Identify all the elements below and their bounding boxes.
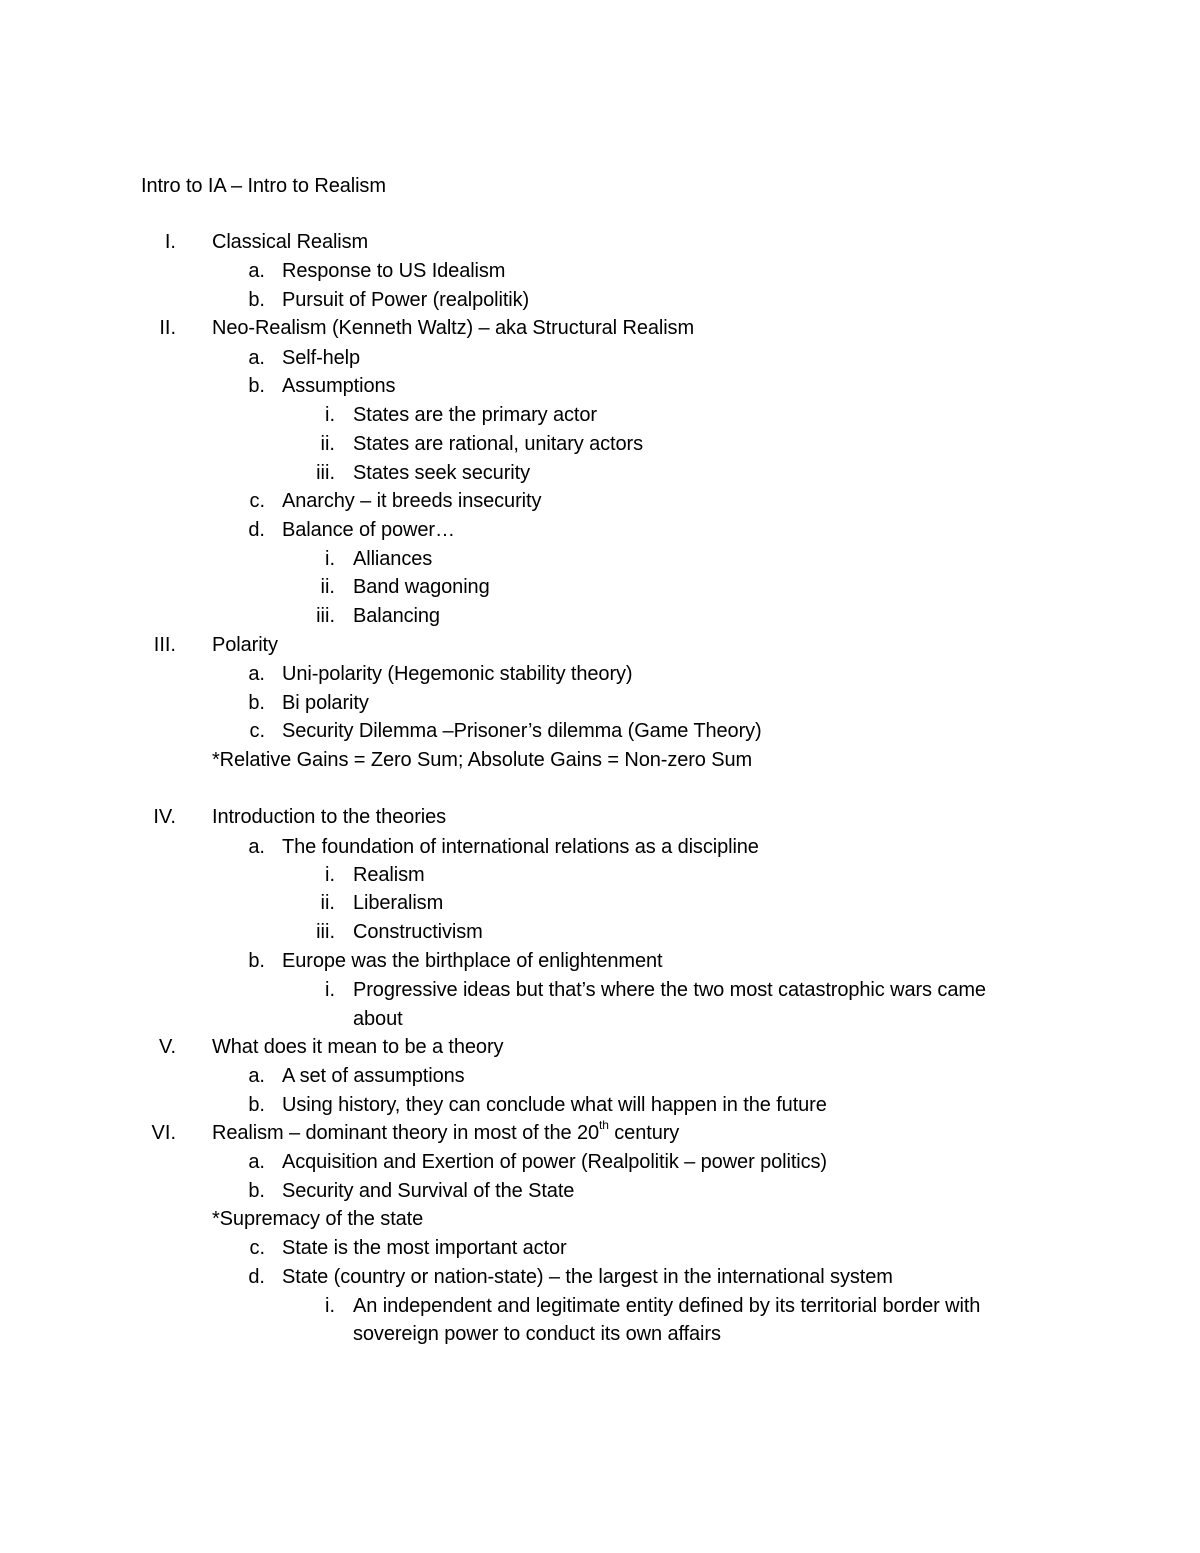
- list-marker: II.: [159, 317, 176, 339]
- list-item-text: Introduction to the theories: [212, 806, 447, 828]
- list-marker: a.: [248, 836, 265, 858]
- list-marker: b.: [248, 692, 265, 714]
- list-item: [282, 1179, 574, 1203]
- list-item-text: Using history, they can conclude what will happen in the future: [282, 1094, 827, 1116]
- list-marker: i.: [325, 404, 335, 426]
- list-item-text: States are rational, unitary actors: [353, 433, 643, 455]
- list-marker: i.: [325, 548, 335, 570]
- list-item: [282, 719, 762, 743]
- list-item-text: Realism – dominant theory in most of the 20: [212, 1122, 600, 1144]
- list-item: [282, 489, 541, 513]
- list-marker: b.: [248, 950, 265, 972]
- list-item-text: State (country or nation-state) – the largest in the international system: [282, 1266, 893, 1288]
- list-item-text: Progressive ideas but that’s where the two most catastrophic wars came: [353, 979, 986, 1001]
- list-item: [353, 403, 597, 427]
- list-item: [282, 288, 529, 312]
- list-marker: IV.: [153, 806, 176, 828]
- list-marker: ii.: [320, 433, 335, 455]
- list-item: [212, 805, 446, 829]
- list-item: [212, 316, 694, 340]
- list-item: [353, 863, 425, 887]
- list-item-text: Response to US Idealism: [282, 260, 506, 282]
- list-item-text: A set of assumptions: [282, 1065, 465, 1087]
- list-item: [353, 920, 483, 944]
- list-item-text: about: [353, 1008, 403, 1030]
- list-item: [282, 346, 360, 370]
- list-item: [282, 1265, 893, 1289]
- list-marker: iii.: [316, 921, 335, 943]
- list-marker: a.: [248, 1151, 265, 1173]
- list-item: [282, 259, 505, 283]
- list-item: [212, 1207, 423, 1231]
- list-item-text: States seek security: [353, 462, 530, 484]
- list-item-text: State is the most important actor: [282, 1237, 567, 1259]
- list-marker: iii.: [316, 605, 335, 627]
- list-marker: V.: [158, 1036, 176, 1058]
- list-item-text: Self-help: [282, 347, 361, 369]
- list-item: [353, 1007, 403, 1031]
- list-item: [353, 1322, 721, 1346]
- list-item: [212, 633, 278, 657]
- list-item: [353, 461, 530, 485]
- list-item: [282, 835, 759, 859]
- list-marker: c.: [249, 1237, 265, 1259]
- list-marker: i.: [325, 864, 335, 886]
- list-item: [282, 1150, 827, 1174]
- list-item: [353, 432, 643, 456]
- list-item-text: Security Dilemma –Prisoner’s dilemma (Game Theory): [282, 720, 762, 742]
- list-item-text: sovereign power to conduct its own affairs: [353, 1323, 721, 1345]
- list-item: [282, 518, 455, 542]
- list-item-text: Classical Realism: [212, 231, 369, 253]
- superscript: th: [599, 1118, 609, 1133]
- list-item: [353, 891, 443, 915]
- list-item: [282, 1093, 827, 1117]
- list-item: [353, 1294, 980, 1318]
- list-marker: III.: [153, 634, 176, 656]
- list-item: [353, 978, 986, 1002]
- list-item-text: Security and Survival of the State: [282, 1180, 575, 1202]
- list-marker: a.: [248, 260, 265, 282]
- list-item-text: What does it mean to be a theory: [212, 1036, 504, 1058]
- list-item: [282, 1236, 567, 1260]
- list-item-text: Bi polarity: [282, 692, 369, 714]
- list-marker: iii.: [316, 462, 335, 484]
- list-item: [212, 1118, 680, 1145]
- list-item-text: Acquisition and Exertion of power (Realpolitik – power politics): [282, 1151, 827, 1173]
- list-marker: b.: [248, 1094, 265, 1116]
- list-item-text: Uni-polarity (Hegemonic stability theory): [282, 663, 633, 685]
- list-marker: d.: [248, 519, 265, 541]
- list-marker: ii.: [320, 892, 335, 914]
- document-title: Intro to IA – Intro to Realism: [141, 175, 386, 197]
- list-item-text: States are the primary actor: [353, 404, 597, 426]
- list-marker: i.: [325, 1295, 335, 1317]
- list-item: [212, 1035, 503, 1059]
- list-marker: I.: [164, 231, 176, 253]
- list-marker: a.: [248, 1065, 265, 1087]
- list-item-text: The foundation of international relations as a discipline: [282, 836, 759, 858]
- list-item-text: *Supremacy of the state: [212, 1208, 424, 1230]
- list-marker: VI.: [151, 1122, 176, 1144]
- list-marker: ii.: [320, 576, 335, 598]
- list-item-text: Assumptions: [282, 375, 396, 397]
- list-item-text: Europe was the birthplace of enlightenment: [282, 950, 663, 972]
- list-marker: b.: [248, 1180, 265, 1202]
- list-item: [282, 374, 395, 398]
- list-item-text: Anarchy – it breeds insecurity: [282, 490, 542, 512]
- list-item: [353, 575, 490, 599]
- list-marker: i.: [325, 979, 335, 1001]
- list-item-text: Realism: [353, 864, 425, 886]
- list-marker: a.: [248, 663, 265, 685]
- list-item-text: Band wagoning: [353, 576, 490, 598]
- list-item-text: Liberalism: [353, 892, 444, 914]
- list-item: [282, 662, 632, 686]
- list-item-text: Alliances: [353, 548, 433, 570]
- list-item-text-tail: century: [608, 1122, 680, 1144]
- list-item-text: Balance of power…: [282, 519, 455, 541]
- list-marker: d.: [248, 1266, 265, 1288]
- list-item: [353, 547, 432, 571]
- list-item: [212, 230, 368, 254]
- list-item-text: Polarity: [212, 634, 278, 656]
- list-marker: b.: [248, 289, 265, 311]
- list-item-text: Balancing: [353, 605, 440, 627]
- list-item-text: Constructivism: [353, 921, 483, 943]
- list-marker: c.: [249, 720, 265, 742]
- list-marker: a.: [248, 347, 265, 369]
- list-marker: b.: [248, 375, 265, 397]
- list-item: [212, 748, 752, 772]
- list-item: [282, 1064, 465, 1088]
- list-item: [282, 691, 369, 715]
- list-marker: c.: [249, 490, 265, 512]
- list-item-text: Pursuit of Power (realpolitik): [282, 289, 530, 311]
- list-item-text: Neo-Realism (Kenneth Waltz) – aka Structural Realism: [212, 317, 695, 339]
- list-item: [282, 949, 663, 973]
- list-item: [353, 604, 440, 628]
- list-item-text: An independent and legitimate entity defined by its territorial border with: [353, 1295, 981, 1317]
- list-item-text: *Relative Gains = Zero Sum; Absolute Gains = Non-zero Sum: [212, 749, 753, 771]
